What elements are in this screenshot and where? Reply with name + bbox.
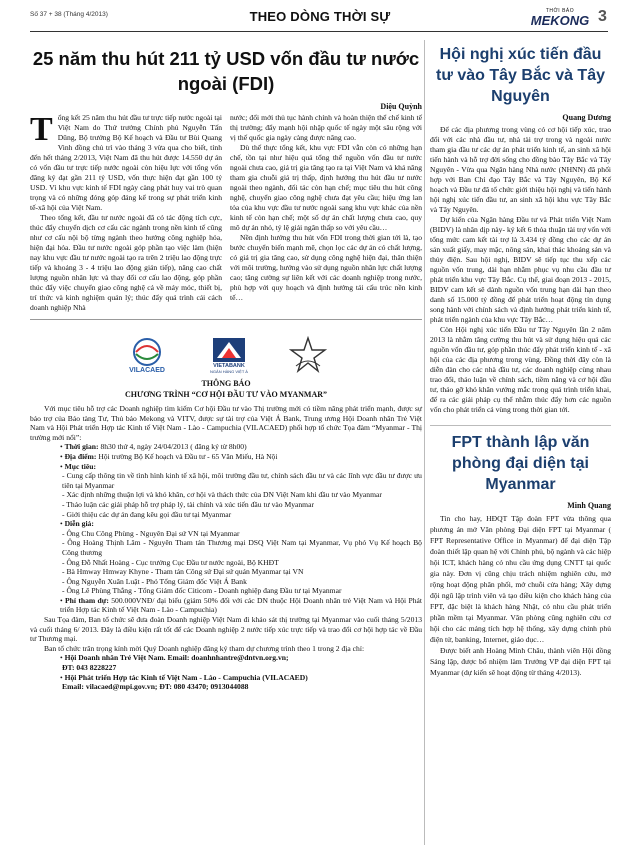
article-divider: [430, 425, 611, 426]
article-3-byline: Minh Quang: [567, 501, 611, 510]
article-2-body: [430, 125, 611, 415]
main-article: [30, 40, 422, 692]
main-paragraph: Theo tổng kết, đầu tư nước ngoài đã có tác động tích cực, thúc đẩy chuyển dịch cơ cấu các ngành trong nền kinh tế cũng như cơ cấu nội bộ từng ngành theo hướng công nghiệp hóa, hiện đại hóa. Đầu tư nước ngoài góp phần tạo việc làm (hiện nay khu vực đầu tư nước ngoài tạo ra trên 2 triệu lao động trực tiếp và khoảng 3 - 4 triệu lao động gián tiếp), nâng cao chất lượng nguồn nhân lực và thay đổi cơ cấu lao động, góp phần thúc đẩy việc chuyển giao công nghệ cả về máy móc, thiết bị, trí thức và kinh nghiệm quản lý; thúc đẩy quá trình cải cách doanh nghiệp Nhà: [30, 213, 222, 312]
main-paragraph: nước; đổi mới thủ tục hành chính và hoàn thiện thể chế kinh tế thị trường; đẩy mạnh hội nhập quốc tế ngày một sâu rộng với vị thế quốc gia ngày càng được nâng cao.: [230, 113, 422, 142]
vietabank-logo: [210, 337, 248, 374]
page-header: [0, 0, 638, 36]
vietabank-emblem-icon: [212, 337, 246, 363]
notice-heading: THÔNG BÁO: [201, 379, 251, 388]
section-title: THEO DÒNG THỜI SỰ: [249, 9, 391, 24]
page-number: 3: [598, 8, 607, 25]
vilacaed-emblem-icon: [124, 337, 170, 367]
notice-time: • Thời gian: 8h30 thứ 4, ngày 24/04/2013 ( đăng ký từ 8h00): [60, 442, 247, 452]
drop-cap: T: [30, 111, 53, 148]
notice-contact-1-tel: ĐT: 043 8228227: [62, 663, 117, 673]
notice-box: [30, 319, 422, 692]
main-byline: Diệu Quỳnh: [380, 102, 422, 111]
notice-goal-label: • Mục tiêu:: [60, 461, 96, 471]
notice-goal: - Xác định những thuận lợi và khó khăn, cơ hội và thách thức của DN Việt Nam khi đầu tư vào Myanmar: [62, 490, 382, 500]
masthead-big: MEKONG: [530, 13, 590, 28]
notice-speaker: - Ông Nguyễn Xuân Luật - Phó Tổng Giám đốc Việt Á Bank: [62, 576, 247, 586]
notice-speaker-label: • Diễn giả:: [60, 519, 94, 529]
vietabank-text: VIETABANK: [213, 363, 245, 369]
article-2-paragraph: Còn Hội nghị xúc tiến Đầu tư Tây Nguyên lần 2 năm 2013 là nhằm tăng cường thu hút và sử dụng hiệu quả các nguồn vốn đầu tư, góp phần thúc đẩy phát triển kinh tế - xã hội của các địa phương trong vùng. Đồng thời đây còn là diễn đàn cho các nhà đầu tư, các doanh nghiệp cùng nhau trao đổi, thảo luận về chính sách, tiềm năng và cơ hội đầu tư, thảo gỡ khó khăn vướng mắc trong quá trình triển khai, để ra các giải pháp cụ thể nhằm thúc đẩy hơn các nguồn vốn cho phát triển cả vùng trong thời gian tới.: [430, 325, 611, 414]
right-column: [430, 40, 611, 678]
main-col-2: [230, 113, 422, 313]
main-paragraph: Nền định hướng thu hút vốn FDI trong thời gian tới là, tạo bước chuyển biến mạnh mẽ, chọn lọc các dự án có chất lượng, có giá trị gia tăng cao, sử dụng công nghệ hiện đại, thân thiện với môi trường, hướng vào sử dụng nguồn nhân lực chất lượng cao; tăng cường sự liên kết với các doanh nghiệp trong nước, phù hợp với quy hoạch và định hướng tái cấu trúc nền kinh tế…: [230, 233, 422, 302]
notice-intro: Với mục tiêu hỗ trợ các Doanh nghiệp tìm kiếm Cơ hội Đầu tư vào Thị trường mới có tiềm năng phát triển mạnh, được sự bảo trợ của Bảo tàng Tư, Thủ bảo Mekong và VITV, được sự tài trợ của Việt Á Bank, Trung ương Hội Doanh nhân Trẻ Việt Nam và Hội Phát triển Hợp tác Kinh tế Việt Nam - Lào - Campuchia (VILACAED) phối hợp tổ chức Tọa đàm “Myanmar - Thị trường mới nổi”:: [30, 404, 422, 442]
main-paragraph: ổng kết 25 năm thu hút đầu tư trực tiếp nước ngoài tại Việt Nam do Thứ trưởng Chính phủ Nguyễn Tấn Dũng, Bộ trưởng Bộ Kế hoạch và Đầu tư Bùi Quang Vinh đồng chủ trì vào tháng 3 vừa qua cho biết, tính đến hết tháng 2/2013, Việt Nam đã thu hút được 14.550 dự án có vốn đầu tư trực tiếp nước ngoài còn hiệu lực với tổng vốn đăng ký đạt gần 211 tỷ USD, vốn thực hiện đạt gần 100 tỷ USD. Vì khu vực kinh tế FDI ngày càng phát huy vai trò quan trọng và có những đóng góp đáng kể trong sự phát triển kinh tế-xã hội của Việt Nam.: [30, 113, 222, 212]
main-col-1: [30, 113, 222, 313]
notice-speaker: - Ông Hoàng Thịnh Lâm - Nguyên Tham tán Thương mại DSQ Việt Nam tại Myanmar, Vụ phó Vụ Kế hoạch Bộ Công thương: [62, 538, 422, 557]
article-3-paragraph: Được biết anh Hoàng Minh Châu, thành viên Hội đồng Sáng lập, được bổ nhiệm làm Trưởng VP đại diện FPT tại Myanmar (dự kiến sẽ hoạt động từ tháng 4/2013).: [430, 646, 611, 677]
main-body: [30, 113, 422, 313]
notice-fee: • Phí tham dự: 500.000VNĐ/ đại biểu (giảm 50% đối với các DN thuộc Hội Doanh nhân trẻ Việt Nam và Hội Phát triển Hợp tác Kinh tế Việt Nam - Lào - Campuchia): [60, 595, 423, 615]
article-2-paragraph: Dự kiến của Ngân hàng Đầu tư và Phát triển Việt Nam (BIDV) là nhân dịp này- ký kết 6 thỏa thuận tài trợ vốn với tổng mức cam kết tài trợ là 3.434 tỷ đồng cho các dự án sản xuất giấy, may mặc, nông sản, khai thác khoáng sản và thủy điện. Sau hội nghị, BIDV sẽ tiếp tục thu xếp các nguồn vốn trung, dài hạn nhằm phục vụ nhu cầu đầu tư phát triển khu vực Tây Bắc. Cụ thể, giai đoạn 2013 - 2015, BIDV cam kết sẽ dành nguồn vốn trung hạn dài hạn theo danh số 15.000 tỷ đồng để phát triển hoạt động tín dụng song hành với chính sách và định hướng phát triển kinh tế, phát triển ngành của khu vực Tây Bắc…: [430, 215, 611, 324]
article-3-headline: FPT thành lập văn phòng đại diện tại Myanmar: [451, 434, 590, 493]
notice-speaker: - Ông Lê Phùng Thắng - Tổng Giám đốc Citicom - Doanh nghiệp đang Đầu tư tại Myanmar: [62, 586, 342, 596]
notice-subheading: CHƯƠNG TRÌNH “CƠ HỘI ĐẦU TƯ VÀO MYANMAR”: [124, 390, 327, 399]
notice-goal: - Cung cấp thông tin về tình hình kinh tế xã hội, môi trường đầu tư, chính sách đầu tư và các lĩnh vực đầu tư được ưu tiên tại Myanmar: [62, 471, 422, 490]
article-2-headline: Hội nghị xúc tiến đầu tư vào Tây Bắc và Tây Nguyên: [436, 46, 605, 105]
vietabank-subtext: NGÂN HÀNG VIỆT Á: [210, 369, 248, 374]
notice-contact-2-tel: Email: vilacaed@mpi.gov.vn; ĐT: 080 43470; 0913044088: [62, 682, 249, 692]
article-3-paragraph: Tin cho hay, HĐQT Tập đoàn FPT vừa thông qua phương án mở Văn phòng Đại diện FPT tại Myanmar ( FPT Representative Office in Myanmar) để đại diện Tập đoàn thiết lập quan hệ với Chính phủ, bộ ngành và các hiệp hội ICT, khách hàng có nhu cầu ứng dụng CNTT tại quốc gia này. Đơn vị cũng chịu trách nhiệm nghiên cứu, mở rộng hoạt động phân phối, mở chuỗi cửa hàng; Xây dựng đội ngũ lập trình viên và tạo điều kiện cho khách hàng của FPT, đặc biệt là khách hàng Nhật, có nhu cầu phát triển phần mềm tại Myanmar. Văn phòng cũng nghiên cứu cơ hội cho các mảng tích hợp hệ thống, xây dựng chính phủ điện tử, banking, Internet, giáo dục…: [430, 514, 611, 644]
masthead-small: THỜI BÁO: [545, 8, 575, 14]
vilacaed-logo: [124, 337, 170, 374]
article-2-paragraph: Để các địa phương trong vùng có cơ hội tiếp xúc, trao đổi với các nhà đầu tư, nhà tài trợ trong và ngoài nước tham gia đầu tư các dự án phát triển kinh tế, an sinh xã hội tiến hành và hỗ trợ đời sống cho đồng bào Tây Bắc và Tây Nguyên - Vừa qua Ngân hàng Nhà nước (NHNN) đã phối hợp với Ban Chỉ đạo Tây Bắc và Tây Nguyên, Bộ Kế hoạch và Đầu tư đã tổ chức giới thiệu hội nghị và tiến hành hội nghị xúc tiến đầu tư, an sinh xã hội khu vực Tây Bắc và Tây Nguyên.: [430, 125, 611, 214]
notice-speaker: - Ông Chu Công Phùng - Nguyên Đại sứ VN tại Myanmar: [62, 528, 240, 538]
notice-after: Sau Tọa đàm, Ban tổ chức sẽ đưa đoàn Doanh nghiệp Việt Nam đi khảo sát thị trường tại Myanmar vào cuối tháng 5/2013 và cuối tháng 6/ 2013. Đây là điều kiện rất tốt để các Doanh nghiệp 2 nước tiếp xúc trực tiếp và trao đổi cơ hội hợp tác về Đầu tư Thương mại.: [30, 615, 422, 644]
header-rule: [30, 31, 608, 32]
notice-contact-1: • Hội Doanh nhân Trẻ Việt Nam. Email: doanhnhantre@dntvn.org.vn;: [60, 653, 289, 663]
notice-goal: - Thảo luận các giải pháp hỗ trợ pháp lý, tài chính và xúc tiến đầu tư vào Myanmar: [62, 499, 314, 509]
third-sponsor-logo: [288, 336, 328, 374]
notice-speaker: - Ông Đỗ Nhất Hoàng - Cục trưởng Cục Đầu tư nước ngoài, Bộ KHĐT: [62, 557, 279, 567]
masthead-logo: [530, 8, 590, 28]
issue-label: Số 37 + 38 (Tháng 4/2013): [30, 11, 108, 18]
column-divider: [424, 40, 425, 845]
article-3-body: [430, 513, 611, 678]
notice-contact-2: • Hội Phát triển Hợp tác Kinh tế Việt Nam - Lào - Campuchia (VILACAED): [60, 672, 308, 682]
vilacaed-text: VILACAED: [129, 367, 165, 374]
notice-speaker: - Bà Hmway Hmway Khyne - Tham tán Công sứ Đại sứ quán Myanmar tại VN: [62, 567, 304, 577]
star-emblem-icon: [288, 336, 328, 374]
notice-invite: Ban tổ chức trân trọng kính mời Quý Doanh nghiệp đăng ký tham dự chương trình theo 1 trong 2 địa chỉ:: [44, 643, 365, 653]
notice-body: [30, 404, 422, 692]
notice-goal: - Giới thiệu các dự án đang kêu gọi đầu tư tại Myanmar: [62, 509, 232, 519]
notice-place: • Địa điểm: Hội trường Bộ Kế hoạch và Đầu tư - 65 Văn Miếu, Hà Nội: [60, 451, 278, 461]
main-paragraph: Dù thế thực tổng kết, khu vực FDI vẫn còn có những hạn chế, tồn tại như hiệu quả tổng thể nguồn vốn đầu tư nước ngoài chưa cao, giá trị gia tăng tạo ra tại Việt Nam và khả năng tham gia chuỗi giá trị thấp, định hướng thu hút đầu tư nước ngoài theo ngành, đối tác còn hạn chế; mục tiêu thu hút công nghệ, chuyển giao công nghệ chưa đạt yêu cầu; hiệu ứng lan tỏa của khu vực đầu tư nước ngoài sang khu vực khác của nền kinh tế còn hạn chế; một số dự án chất lượng chưa cao, quy mô dự án nhỏ, tỷ lệ giải ngân thấp so với yêu cầu…: [230, 143, 422, 232]
sponsor-logos: [30, 324, 422, 374]
main-headline: 25 năm thu hút 211 tỷ USD vốn đầu tư nước ngoài (FDI): [32, 48, 420, 94]
article-2-byline: Quang Dương: [562, 113, 611, 122]
